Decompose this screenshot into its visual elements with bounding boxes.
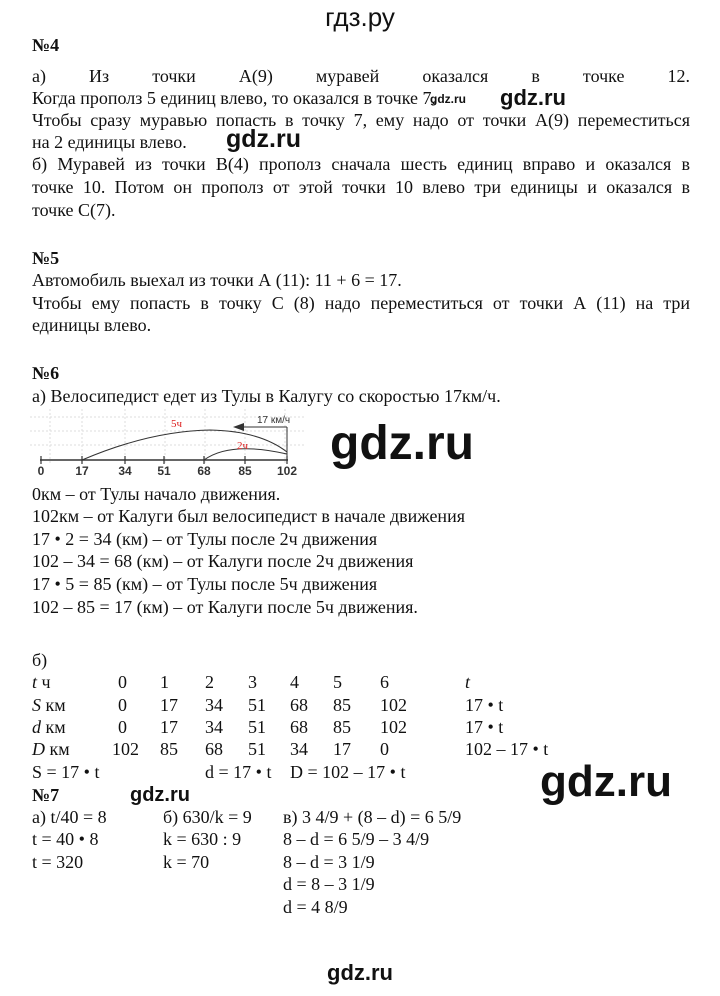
table-cell: 0 xyxy=(118,672,127,692)
equation-line: в) 3 4/9 + (8 – d) = 6 5/9 xyxy=(283,807,462,827)
table-cell: 34 xyxy=(290,739,308,759)
table-formula: 17 • t xyxy=(465,717,504,737)
table-cell: 17 xyxy=(160,695,178,715)
text-line: 0км – от Тулы начало движения. xyxy=(32,484,281,504)
text-line: 102 – 34 = 68 (км) – от Калуги после 2ч движения xyxy=(32,551,414,571)
tick-label: 34 xyxy=(118,464,132,477)
table-formula: t xyxy=(465,672,471,692)
task5-title: №5 xyxy=(32,248,60,268)
watermark: gdz.ru xyxy=(327,960,393,985)
text-line: точке 10. Потом он прополз от этой точки 10 влево три единицы и оказался в xyxy=(32,177,690,197)
text-line: единицы влево. xyxy=(32,315,152,335)
row-label xyxy=(32,671,51,693)
task4-title: №4 xyxy=(32,35,60,55)
table-cell: 85 xyxy=(160,739,178,759)
tick-label: 17 xyxy=(75,464,89,477)
text-line: б) Муравей из точки В(4) прополз сначала шесть единиц вправо и оказался в xyxy=(32,154,690,174)
number-line-diagram xyxy=(30,409,310,477)
tick-label: 0 xyxy=(37,464,45,477)
table-cell: 4 xyxy=(290,672,299,692)
table-formula: 17 • t xyxy=(465,695,504,715)
variable: D xyxy=(32,739,45,759)
text-line: Чтобы сразу муравью попасть в точку 7, ему надо от точки А(9) переместиться xyxy=(32,110,690,130)
variable: t xyxy=(32,672,38,692)
watermark: gdz.ru xyxy=(430,92,466,106)
tick-label: 68 xyxy=(197,464,211,477)
unit: км xyxy=(41,717,66,737)
row-label xyxy=(32,716,66,738)
arc-2h-label: 2ч xyxy=(237,440,249,452)
watermark: gdz.ru xyxy=(500,85,566,110)
text-line: 17 • 2 = 34 (км) – от Тулы после 2ч движения xyxy=(32,529,378,549)
watermark: gdz.ru xyxy=(226,125,301,153)
formula: D = 102 – 17 • t xyxy=(290,762,406,782)
table-cell: 5 xyxy=(333,672,342,692)
text-line: на 2 единицы влево. xyxy=(32,132,187,152)
text-line: а) Велосипедист едет из Тулы в Калугу со скоростью 17км/ч. xyxy=(32,386,501,406)
equation-line: 8 – d = 3 1/9 xyxy=(283,851,375,872)
table-cell: 102 xyxy=(112,739,139,759)
table-cell: 2 xyxy=(205,672,214,692)
text-line: 17 • 5 = 85 (км) – от Тулы после 5ч движения xyxy=(32,574,378,594)
table-cell: 3 xyxy=(248,672,257,692)
watermark: gdz.ru xyxy=(330,417,474,470)
table-cell: 1 xyxy=(160,672,169,692)
row-label xyxy=(32,738,70,760)
equation-line: 8 – d = 6 5/9 – 3 4/9 xyxy=(283,829,430,850)
row-label xyxy=(32,694,66,716)
variable: S xyxy=(32,695,41,715)
task6-title: №6 xyxy=(32,363,60,383)
equation-line: t = 320 xyxy=(32,851,84,872)
equation-line: а) t/40 = 8 xyxy=(32,807,107,827)
text-line: Когда прополз 5 единиц влево, то оказался в точке 7. xyxy=(32,88,437,108)
formula: d = 17 • t xyxy=(205,762,272,782)
text-line: точке С(7). xyxy=(32,200,116,220)
table-cell: 102 xyxy=(380,695,407,715)
table-cell: 6 xyxy=(380,672,389,692)
equation-line: d = 4 8/9 xyxy=(283,896,348,917)
text-line: а) Из точки А(9) муравей оказался в точке 12. xyxy=(32,66,690,86)
table-cell: 51 xyxy=(248,695,266,715)
unit: ч xyxy=(37,672,51,692)
equation-line: k = 630 : 9 xyxy=(163,829,242,850)
equation-line: d = 8 – 3 1/9 xyxy=(283,874,375,895)
table-cell: 0 xyxy=(118,695,127,715)
arc-5h xyxy=(82,430,287,460)
part-b-label: б) xyxy=(32,650,48,670)
site-header: гдз.ру xyxy=(325,2,395,32)
table-cell: 17 xyxy=(160,717,178,737)
tick-label: 51 xyxy=(157,464,171,477)
table-cell: 0 xyxy=(118,717,127,737)
task7-title: №7 xyxy=(32,785,60,805)
table-cell: 34 xyxy=(205,717,223,737)
table-cell: 102 xyxy=(380,717,407,737)
text-line: Чтобы ему попасть в точку С (8) надо переместиться от точки А (11) на три xyxy=(32,293,690,313)
watermark: gdz.ru xyxy=(540,757,672,806)
equation-line: t = 40 • 8 xyxy=(32,829,99,850)
unit: км xyxy=(45,739,70,759)
speed-label: 17 км/ч xyxy=(257,415,291,426)
arc-5h-label: 5ч xyxy=(171,418,183,430)
tick-label: 85 xyxy=(238,464,252,477)
watermark: gdz.ru xyxy=(130,784,190,806)
table-cell: 68 xyxy=(205,739,223,759)
table-cell: 68 xyxy=(290,695,308,715)
text-line: Автомобиль выехал из точки А (11): 11 + 6 = 17. xyxy=(32,270,402,290)
table-cell: 34 xyxy=(205,695,223,715)
table-cell: 85 xyxy=(333,717,351,737)
unit: км xyxy=(41,695,66,715)
table-cell: 51 xyxy=(248,717,266,737)
equation-line: k = 70 xyxy=(163,851,210,872)
table-formula: 102 – 17 • t xyxy=(465,739,549,759)
table-cell: 68 xyxy=(290,717,308,737)
table-cell: 85 xyxy=(333,695,351,715)
variable: d xyxy=(32,717,41,737)
text-line: 102 – 85 = 17 (км) – от Калуги после 5ч движения. xyxy=(32,597,418,617)
equation-line: б) 630/k = 9 xyxy=(163,807,252,827)
tick-label: 102 xyxy=(276,464,298,477)
formula: S = 17 • t xyxy=(32,762,100,782)
text-line: 102км – от Калуги был велосипедист в начале движения xyxy=(32,506,465,526)
table-cell: 0 xyxy=(380,739,389,759)
table-cell: 51 xyxy=(248,739,266,759)
arrow-left-icon xyxy=(233,423,244,431)
table-cell: 17 xyxy=(333,739,351,759)
